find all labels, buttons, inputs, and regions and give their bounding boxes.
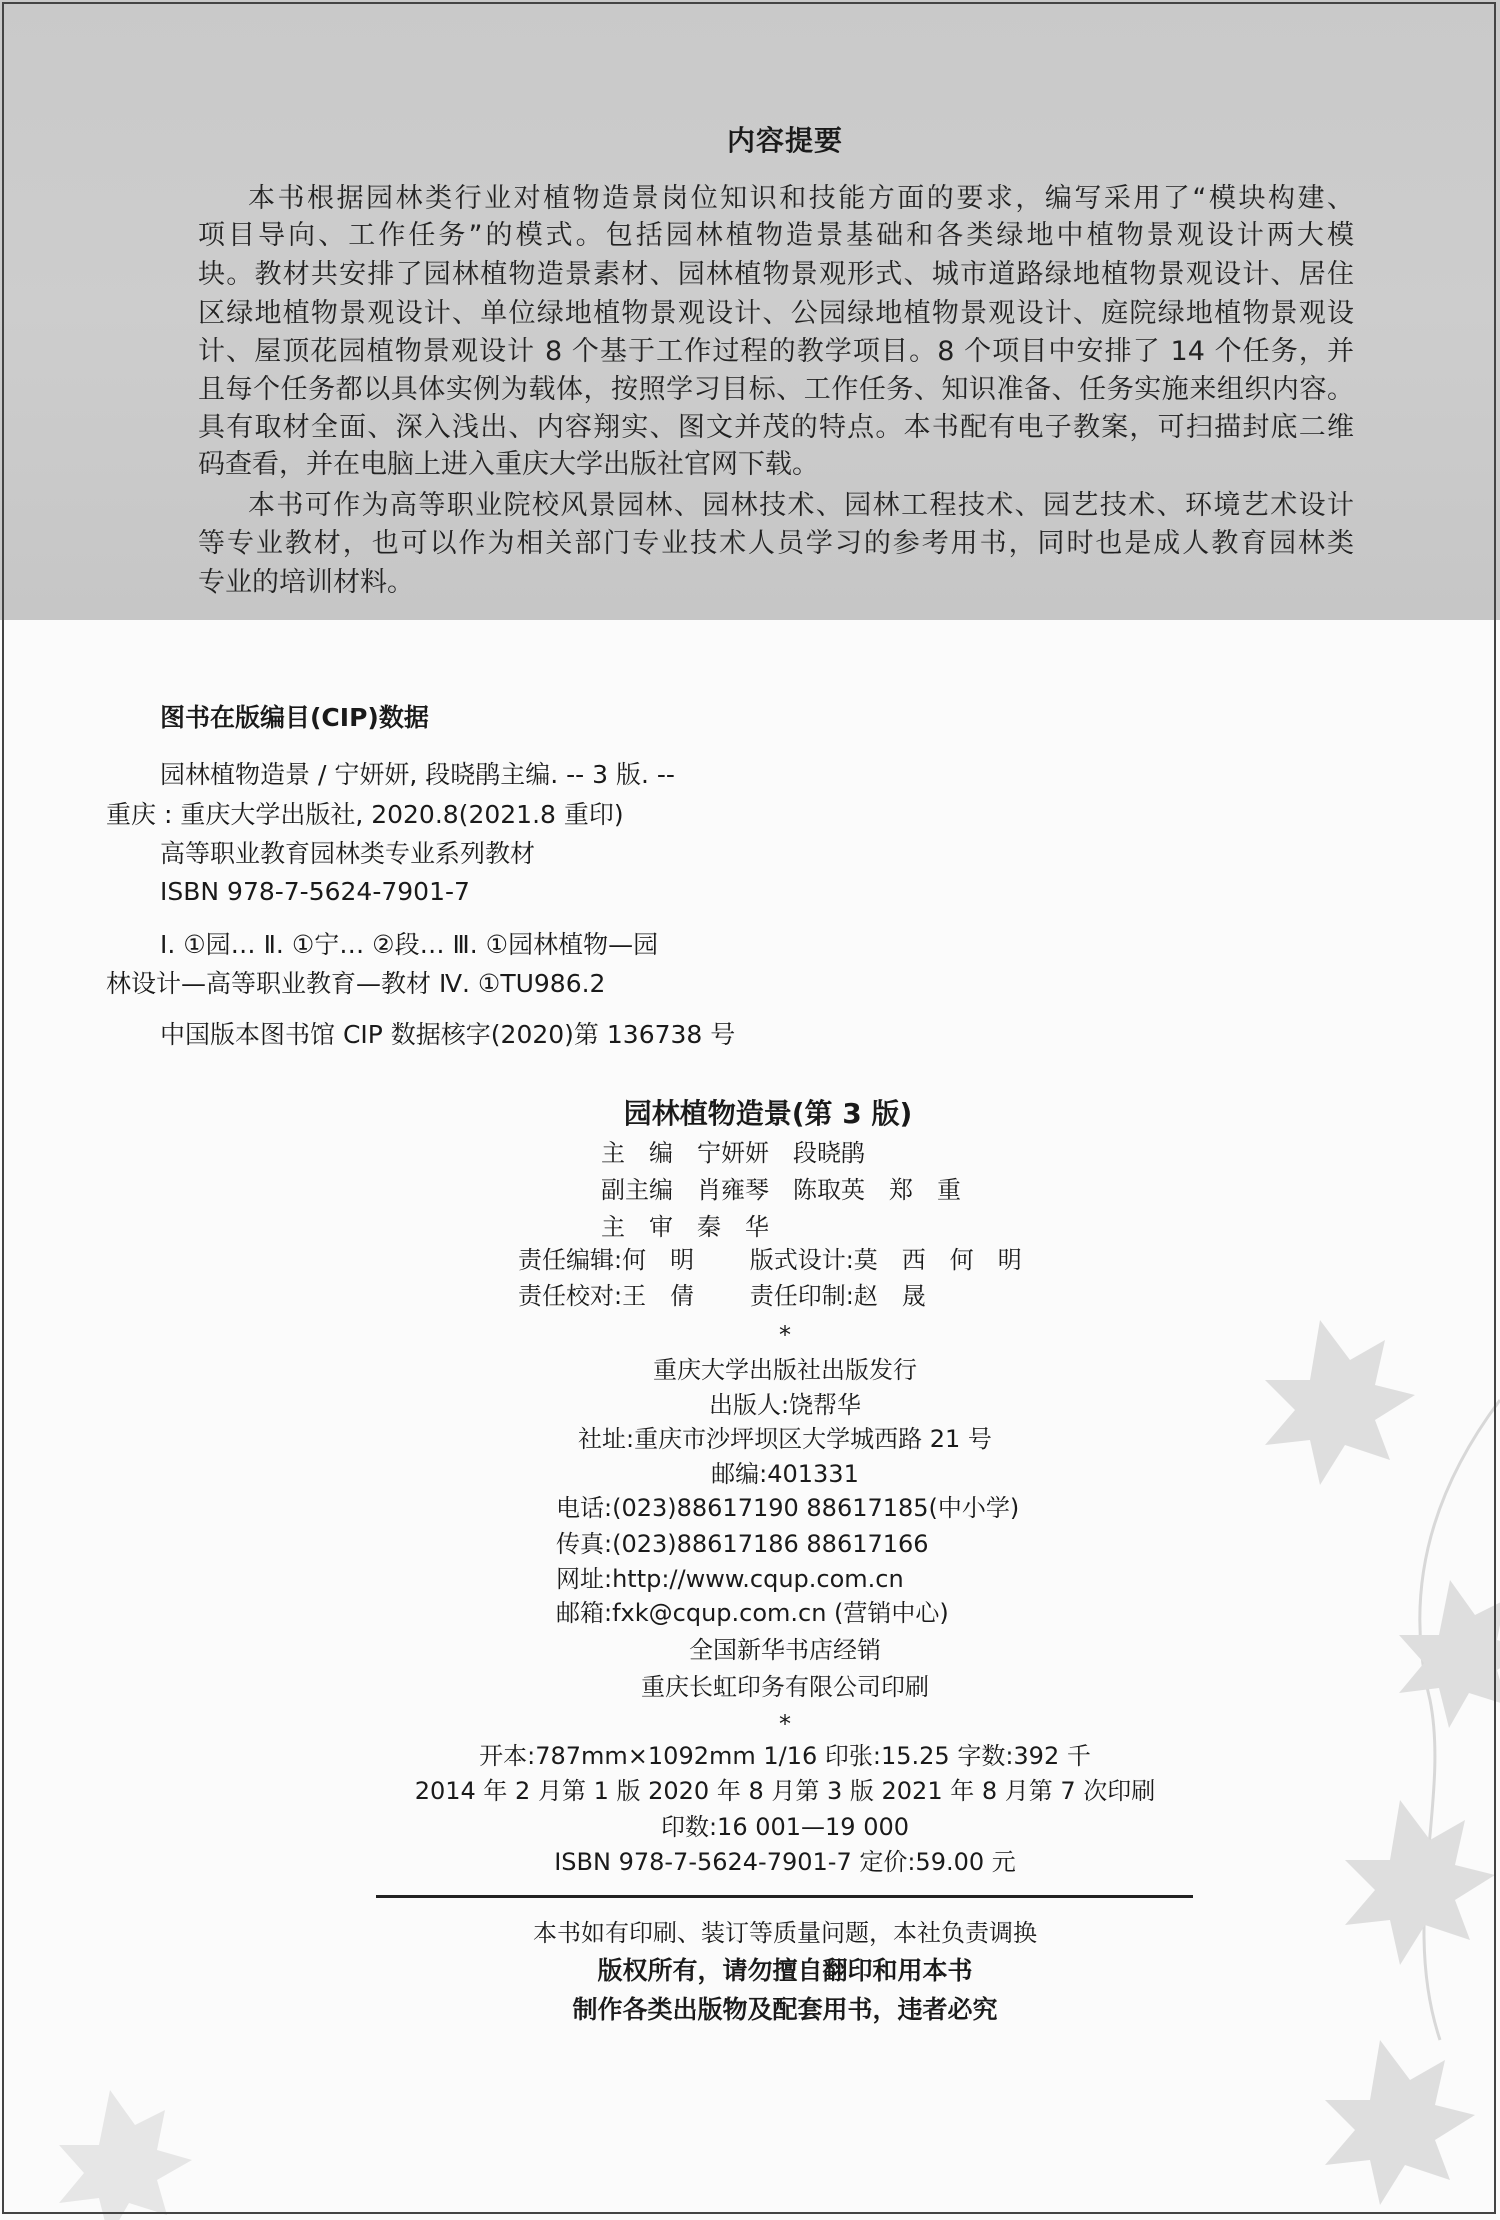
publisher: 重庆大学出版社出版发行 (653, 1356, 917, 1384)
isbn-price: ISBN 978-7-5624-7901-7 定价:59.00 元 (554, 1848, 1016, 1876)
postcode: 邮编:401331 (711, 1460, 859, 1488)
deputy-editor: 副主编 肖雍琴 陈取英 郑 重 (601, 1176, 961, 1204)
format: 开本:787mm×1092mm 1/16 印张:15.25 字数:392 千 (479, 1742, 1091, 1770)
fax: 传真:(023)88617186 88617166 (556, 1530, 929, 1558)
summary-section (0, 0, 1500, 620)
summary-line: 具有取材全面、深入浅出、内容翔实、图文并茂的特点。本书配有电子教案，可扫描封底二维 (198, 412, 1354, 443)
website: 网址:http://www.cqup.com.cn (556, 1565, 904, 1593)
maple-leaf-decoration (1200, 1280, 1500, 2210)
summary-line: 区绿地植物景观设计、单位绿地植物景观设计、公园绿地植物景观设计、庭院绿地植物景观设 (198, 298, 1354, 329)
cip-line: ISBN 978-7-5624-7901-7 (160, 877, 470, 906)
summary-line: 码查看，并在电脑上进入重庆大学出版社官网下载。 (198, 449, 819, 480)
print-run: 印数:16 001—19 000 (660, 1813, 910, 1841)
cip-line: 重庆 : 重庆大学出版社, 2020.8(2021.8 重印) (106, 800, 624, 829)
quality-notice: 本书如有印刷、装订等质量问题，本社负责调换 (533, 1919, 1037, 1947)
summary-line: 块。教材共安排了园林植物造景素材、园林植物景观形式、城市道路绿地植物景观设计、居住 (198, 259, 1354, 290)
summary-line: 计、屋顶花园植物景观设计 8 个基于工作过程的教学项目。8 个项目中安排了 14 个任务，并 (198, 336, 1354, 367)
reviewer: 主 审 秦 华 (601, 1213, 769, 1241)
responsible-editor: 责任编辑:何 明 版式设计:莫 西 何 明 (518, 1246, 1022, 1274)
cip-line: 中国版本图书馆 CIP 数据核字(2020)第 136738 号 (160, 1020, 736, 1049)
book-title: 园林植物造景(第 3 版) (623, 1097, 913, 1130)
address: 社址:重庆市沙坪坝区大学城西路 21 号 (578, 1425, 992, 1453)
summary-line: 本书根据园林类行业对植物造景岗位知识和技能方面的要求，编写采用了“模块构建、 (248, 183, 1354, 214)
phone: 电话:(023)88617190 88617185(中小学) (556, 1494, 1020, 1522)
cip-line: Ⅰ. ①园… Ⅱ. ①宁… ②段… Ⅲ. ①园林植物—园 (160, 930, 659, 959)
summary-line: 本书可作为高等职业院校风景园林、园林技术、园林工程技术、园艺技术、环境艺术设计 (248, 490, 1354, 521)
printer: 重庆长虹印务有限公司印刷 (641, 1673, 929, 1701)
separator: * (779, 1710, 791, 1738)
cip-line: 高等职业教育园林类专业系列教材 (160, 839, 536, 868)
separator: * (779, 1321, 791, 1349)
summary-line: 且每个任务都以具体实例为载体，按照学习目标、工作任务、知识准备、任务实施来组织内容。 (198, 374, 1354, 405)
divider (376, 1895, 1193, 1898)
summary-line: 项目导向、工作任务”的模式。包括园林植物造景基础和各类绿地中植物景观设计两大模 (198, 220, 1354, 251)
cip-heading: 图书在版编目(CIP)数据 (160, 703, 429, 732)
summary-title: 内容提要 (726, 124, 844, 157)
cip-line: 林设计—高等职业教育—教材 Ⅳ. ①TU986.2 (106, 969, 606, 998)
proofreader: 责任校对:王 倩 责任印制:赵 晟 (518, 1282, 926, 1310)
summary-line: 等专业教材，也可以作为相关部门专业技术人员学习的参考用书，同时也是成人教育园林类 (198, 528, 1354, 559)
copyright-line: 版权所有，请勿擅自翻印和用本书 (597, 1956, 973, 1985)
summary-line: 专业的培训材料。 (198, 567, 414, 598)
maple-leaf-decoration (40, 2080, 200, 2220)
chief-editor: 主 编 宁妍妍 段晓鹃 (601, 1139, 865, 1167)
publisher-person: 出版人:饶帮华 (708, 1391, 862, 1419)
distributor: 全国新华书店经销 (689, 1636, 881, 1664)
cip-line: 园林植物造景 / 宁妍妍, 段晓鹃主编. -- 3 版. -- (160, 760, 675, 789)
email: 邮箱:fxk@cqup.com.cn (营销中心) (556, 1599, 949, 1627)
editions: 2014 年 2 月第 1 版 2020 年 8 月第 3 版 2021 年 8 月第 7 次印刷 (414, 1777, 1156, 1805)
copyright-line: 制作各类出版物及配套用书，违者必究 (572, 1995, 998, 2024)
